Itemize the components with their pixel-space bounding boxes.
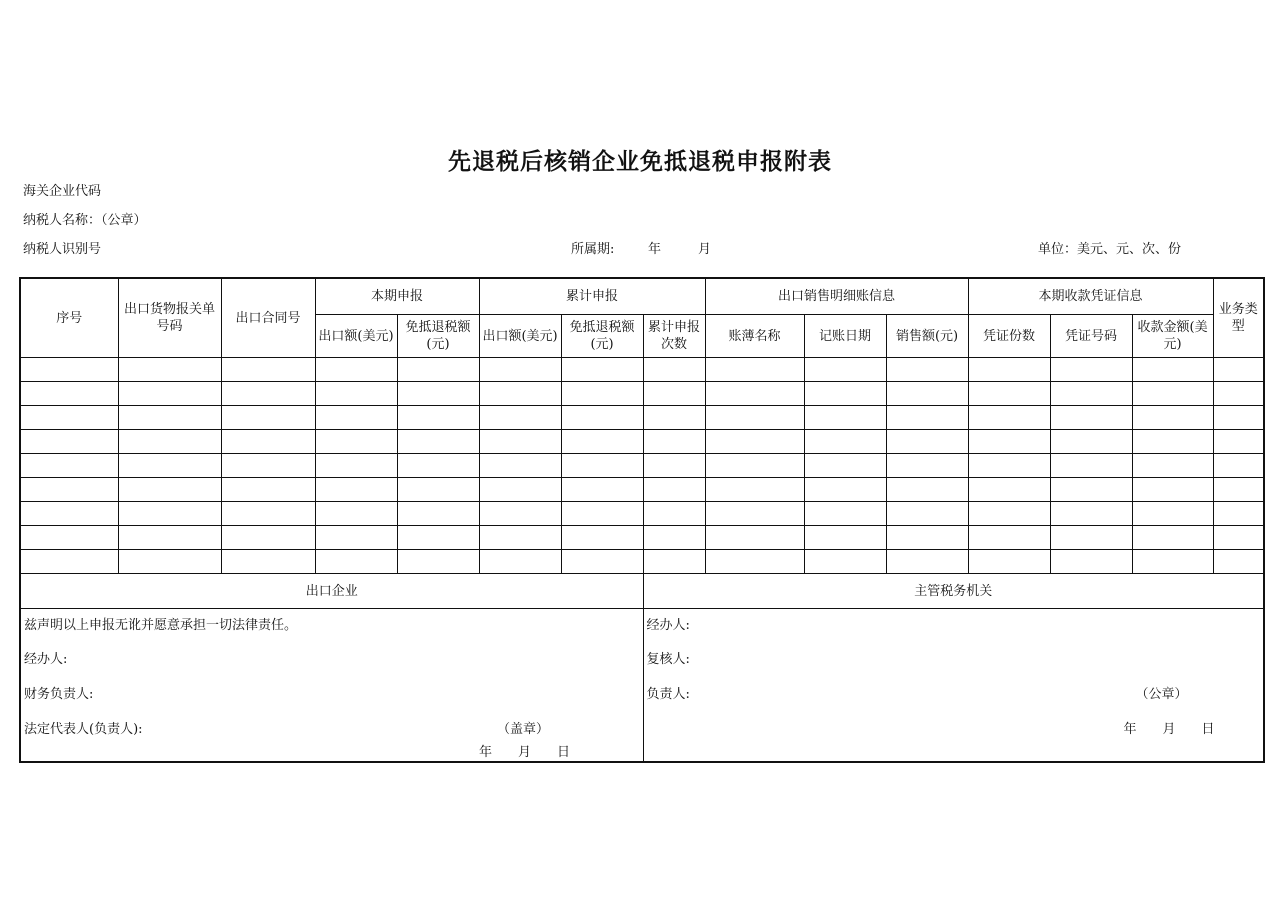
table-cell[interactable] (315, 478, 397, 502)
table-cell[interactable] (804, 526, 886, 550)
table-cell[interactable] (1132, 406, 1213, 430)
table-cell[interactable] (1213, 502, 1264, 526)
table-cell[interactable] (804, 382, 886, 406)
table-cell[interactable] (968, 358, 1050, 382)
table-cell[interactable] (643, 478, 705, 502)
table-cell[interactable] (118, 358, 221, 382)
table-cell[interactable] (1213, 526, 1264, 550)
table-cell[interactable] (705, 526, 804, 550)
table-cell[interactable] (479, 358, 561, 382)
table-cell[interactable] (1050, 358, 1132, 382)
table-cell[interactable] (1132, 502, 1213, 526)
table-cell[interactable] (643, 454, 705, 478)
table-cell[interactable] (118, 382, 221, 406)
table-row (20, 454, 1264, 478)
table-cell[interactable] (1050, 430, 1132, 454)
table-cell[interactable] (479, 406, 561, 430)
table-cell[interactable] (705, 502, 804, 526)
table-cell[interactable] (968, 550, 1050, 574)
handler-label: 经办人: (24, 652, 68, 667)
table-cell[interactable] (1213, 430, 1264, 454)
table-cell[interactable] (221, 526, 315, 550)
table-cell[interactable] (561, 406, 643, 430)
table-cell[interactable] (561, 550, 643, 574)
table-cell[interactable] (643, 502, 705, 526)
header-current-group: 本期申报 (315, 278, 479, 315)
table-cell[interactable] (221, 478, 315, 502)
table-cell[interactable] (1213, 382, 1264, 406)
reviewer-label: 复核人: (646, 652, 690, 667)
table-cell[interactable] (705, 454, 804, 478)
taxpayer-id-label: 纳税人识别号 (23, 242, 102, 257)
table-cell[interactable] (886, 382, 968, 406)
table-cell[interactable] (315, 406, 397, 430)
finance-head-label: 财务负责人: (24, 687, 94, 702)
table-cell[interactable] (20, 406, 118, 430)
header-declaration-no: 出口货物报关单号码 (118, 278, 221, 358)
table-cell[interactable] (804, 406, 886, 430)
table-cell[interactable] (804, 550, 886, 574)
table-cell[interactable] (968, 478, 1050, 502)
header-business-type: 业务类型 (1213, 278, 1264, 358)
header-cur-export-usd: 出口额(美元) (315, 315, 397, 358)
header-cum-exempt-rmb: 免抵退税额(元) (561, 315, 643, 358)
table-cell[interactable] (315, 382, 397, 406)
table-cell[interactable] (1213, 478, 1264, 502)
table-cell[interactable] (968, 502, 1050, 526)
header-voucher-count: 凭证份数 (968, 315, 1050, 358)
header-ledger-name: 账薄名称 (705, 315, 804, 358)
table-cell[interactable] (968, 526, 1050, 550)
table-cell[interactable] (479, 526, 561, 550)
table-cell[interactable] (221, 430, 315, 454)
table-cell[interactable] (221, 406, 315, 430)
table-cell[interactable] (1050, 478, 1132, 502)
table-cell[interactable] (886, 550, 968, 574)
table-cell[interactable] (479, 430, 561, 454)
table-cell[interactable] (705, 358, 804, 382)
table-cell[interactable] (705, 430, 804, 454)
table-cell[interactable] (561, 454, 643, 478)
header-seq: 序号 (20, 278, 118, 358)
table-cell[interactable] (20, 430, 118, 454)
table-cell[interactable] (221, 358, 315, 382)
tax-handler-label: 经办人: (646, 618, 690, 633)
table-cell[interactable] (118, 526, 221, 550)
table-cell[interactable] (1132, 478, 1213, 502)
header-cur-exempt-rmb: 免抵退税额(元) (397, 315, 479, 358)
table-cell[interactable] (1132, 358, 1213, 382)
table-cell[interactable] (20, 382, 118, 406)
seal-label: （盖章） (497, 722, 550, 737)
table-cell[interactable] (20, 526, 118, 550)
table-cell[interactable] (968, 406, 1050, 430)
table-cell[interactable] (397, 430, 479, 454)
table-cell[interactable] (20, 550, 118, 574)
export-enterprise-heading: 出口企业 (20, 574, 643, 609)
table-row (20, 430, 1264, 454)
taxpayer-name-label: 纳税人名称：（公章） (23, 213, 147, 228)
table-cell[interactable] (643, 358, 705, 382)
table-cell[interactable] (643, 382, 705, 406)
table-cell[interactable] (886, 502, 968, 526)
table-row (20, 502, 1264, 526)
table-cell[interactable] (315, 550, 397, 574)
table-cell[interactable] (561, 526, 643, 550)
table-cell[interactable] (20, 478, 118, 502)
header-cum-times: 累计申报次数 (643, 315, 705, 358)
table-cell[interactable] (20, 502, 118, 526)
table-cell[interactable] (705, 406, 804, 430)
table-cell[interactable] (1213, 454, 1264, 478)
table-cell[interactable] (968, 382, 1050, 406)
table-cell[interactable] (397, 502, 479, 526)
table-cell[interactable] (705, 478, 804, 502)
table-cell[interactable] (315, 430, 397, 454)
table-cell[interactable] (1213, 550, 1264, 574)
table-cell[interactable] (968, 454, 1050, 478)
period-month-label: 月 (698, 242, 712, 257)
header-cum-export-usd: 出口额(美元) (479, 315, 561, 358)
table-cell[interactable] (1050, 454, 1132, 478)
table-cell[interactable] (804, 502, 886, 526)
table-cell[interactable] (886, 358, 968, 382)
export-enterprise-sign-area (20, 609, 643, 763)
table-cell[interactable] (1132, 526, 1213, 550)
table-cell[interactable] (118, 430, 221, 454)
table-cell[interactable] (643, 406, 705, 430)
table-cell[interactable] (886, 430, 968, 454)
table-cell[interactable] (479, 478, 561, 502)
table-cell[interactable] (1213, 406, 1264, 430)
table-cell[interactable] (643, 430, 705, 454)
table-cell[interactable] (397, 550, 479, 574)
declaration-statement: 兹声明以上申报无讹并愿意承担一切法律责任。 (24, 618, 298, 633)
responsible-label: 负责人: (646, 687, 690, 702)
table-cell[interactable] (1132, 430, 1213, 454)
header-receipt-group: 本期收款凭证信息 (968, 278, 1213, 315)
date-right: 年 月 日 (1123, 722, 1215, 737)
table-cell[interactable] (1050, 502, 1132, 526)
declaration-table (19, 277, 1265, 763)
table-cell[interactable] (1050, 526, 1132, 550)
table-cell[interactable] (561, 502, 643, 526)
table-cell[interactable] (886, 478, 968, 502)
table-row (20, 478, 1264, 502)
table-cell[interactable] (397, 358, 479, 382)
legal-rep-label: 法定代表人(负责人): (24, 722, 143, 737)
table-cell[interactable] (561, 478, 643, 502)
table-cell[interactable] (804, 358, 886, 382)
period-year-label: 年 (648, 242, 662, 257)
table-cell[interactable] (118, 478, 221, 502)
table-cell[interactable] (315, 358, 397, 382)
table-cell[interactable] (643, 550, 705, 574)
table-cell[interactable] (20, 454, 118, 478)
table-cell[interactable] (118, 550, 221, 574)
table-cell[interactable] (397, 478, 479, 502)
table-row (20, 406, 1264, 430)
table-cell[interactable] (886, 406, 968, 430)
table-cell[interactable] (804, 430, 886, 454)
table-row (20, 358, 1264, 382)
table-cell[interactable] (1213, 358, 1264, 382)
table-row (20, 526, 1264, 550)
table-cell[interactable] (643, 526, 705, 550)
table-cell[interactable] (705, 550, 804, 574)
header-voucher-no: 凭证号码 (1050, 315, 1132, 358)
table-cell[interactable] (118, 502, 221, 526)
table-cell[interactable] (705, 382, 804, 406)
table-cell[interactable] (20, 358, 118, 382)
table-cell[interactable] (221, 502, 315, 526)
tax-authority-heading: 主管税务机关 (643, 574, 1264, 609)
table-cell[interactable] (479, 382, 561, 406)
table-cell[interactable] (561, 382, 643, 406)
table-cell[interactable] (397, 526, 479, 550)
table-cell[interactable] (1050, 550, 1132, 574)
form-title: 先退税后核销企业免抵退税申报附表 (448, 149, 832, 175)
tax-authority-sign-area (643, 609, 1264, 763)
table-cell[interactable] (479, 502, 561, 526)
table-row (20, 382, 1264, 406)
table-cell[interactable] (804, 454, 886, 478)
table-cell[interactable] (804, 478, 886, 502)
table-cell[interactable] (315, 502, 397, 526)
table-cell[interactable] (397, 406, 479, 430)
table-cell[interactable] (968, 430, 1050, 454)
table-cell[interactable] (561, 358, 643, 382)
table-cell[interactable] (221, 382, 315, 406)
table-cell[interactable] (221, 454, 315, 478)
table-cell[interactable] (479, 454, 561, 478)
table-cell[interactable] (886, 526, 968, 550)
header-cumulative-group: 累计申报 (479, 278, 705, 315)
table-cell[interactable] (479, 550, 561, 574)
table-cell[interactable] (1050, 406, 1132, 430)
official-seal-label: （公章） (1135, 687, 1188, 702)
header-receipt-usd: 收款金额(美元) (1132, 315, 1213, 358)
table-cell[interactable] (315, 454, 397, 478)
table-cell[interactable] (886, 454, 968, 478)
header-sales-group: 出口销售明细账信息 (705, 278, 968, 315)
header-entry-date: 记账日期 (804, 315, 886, 358)
header-contract-no: 出口合同号 (221, 278, 315, 358)
table-cell[interactable] (397, 454, 479, 478)
date-left: 年 月 日 (479, 745, 571, 760)
table-cell[interactable] (1132, 550, 1213, 574)
unit-label: 单位：美元、元、次、份 (1038, 242, 1182, 257)
table-cell[interactable] (561, 430, 643, 454)
table-cell[interactable] (118, 406, 221, 430)
table-cell[interactable] (1132, 454, 1213, 478)
customs-code-label: 海关企业代码 (23, 184, 102, 199)
table-cell[interactable] (315, 526, 397, 550)
period-label: 所属期: (571, 242, 615, 257)
table-cell[interactable] (1050, 382, 1132, 406)
table-cell[interactable] (118, 454, 221, 478)
table-row (20, 550, 1264, 574)
table-cell[interactable] (1132, 382, 1213, 406)
table-cell[interactable] (397, 382, 479, 406)
header-sales-amount: 销售额(元) (886, 315, 968, 358)
table-cell[interactable] (221, 550, 315, 574)
